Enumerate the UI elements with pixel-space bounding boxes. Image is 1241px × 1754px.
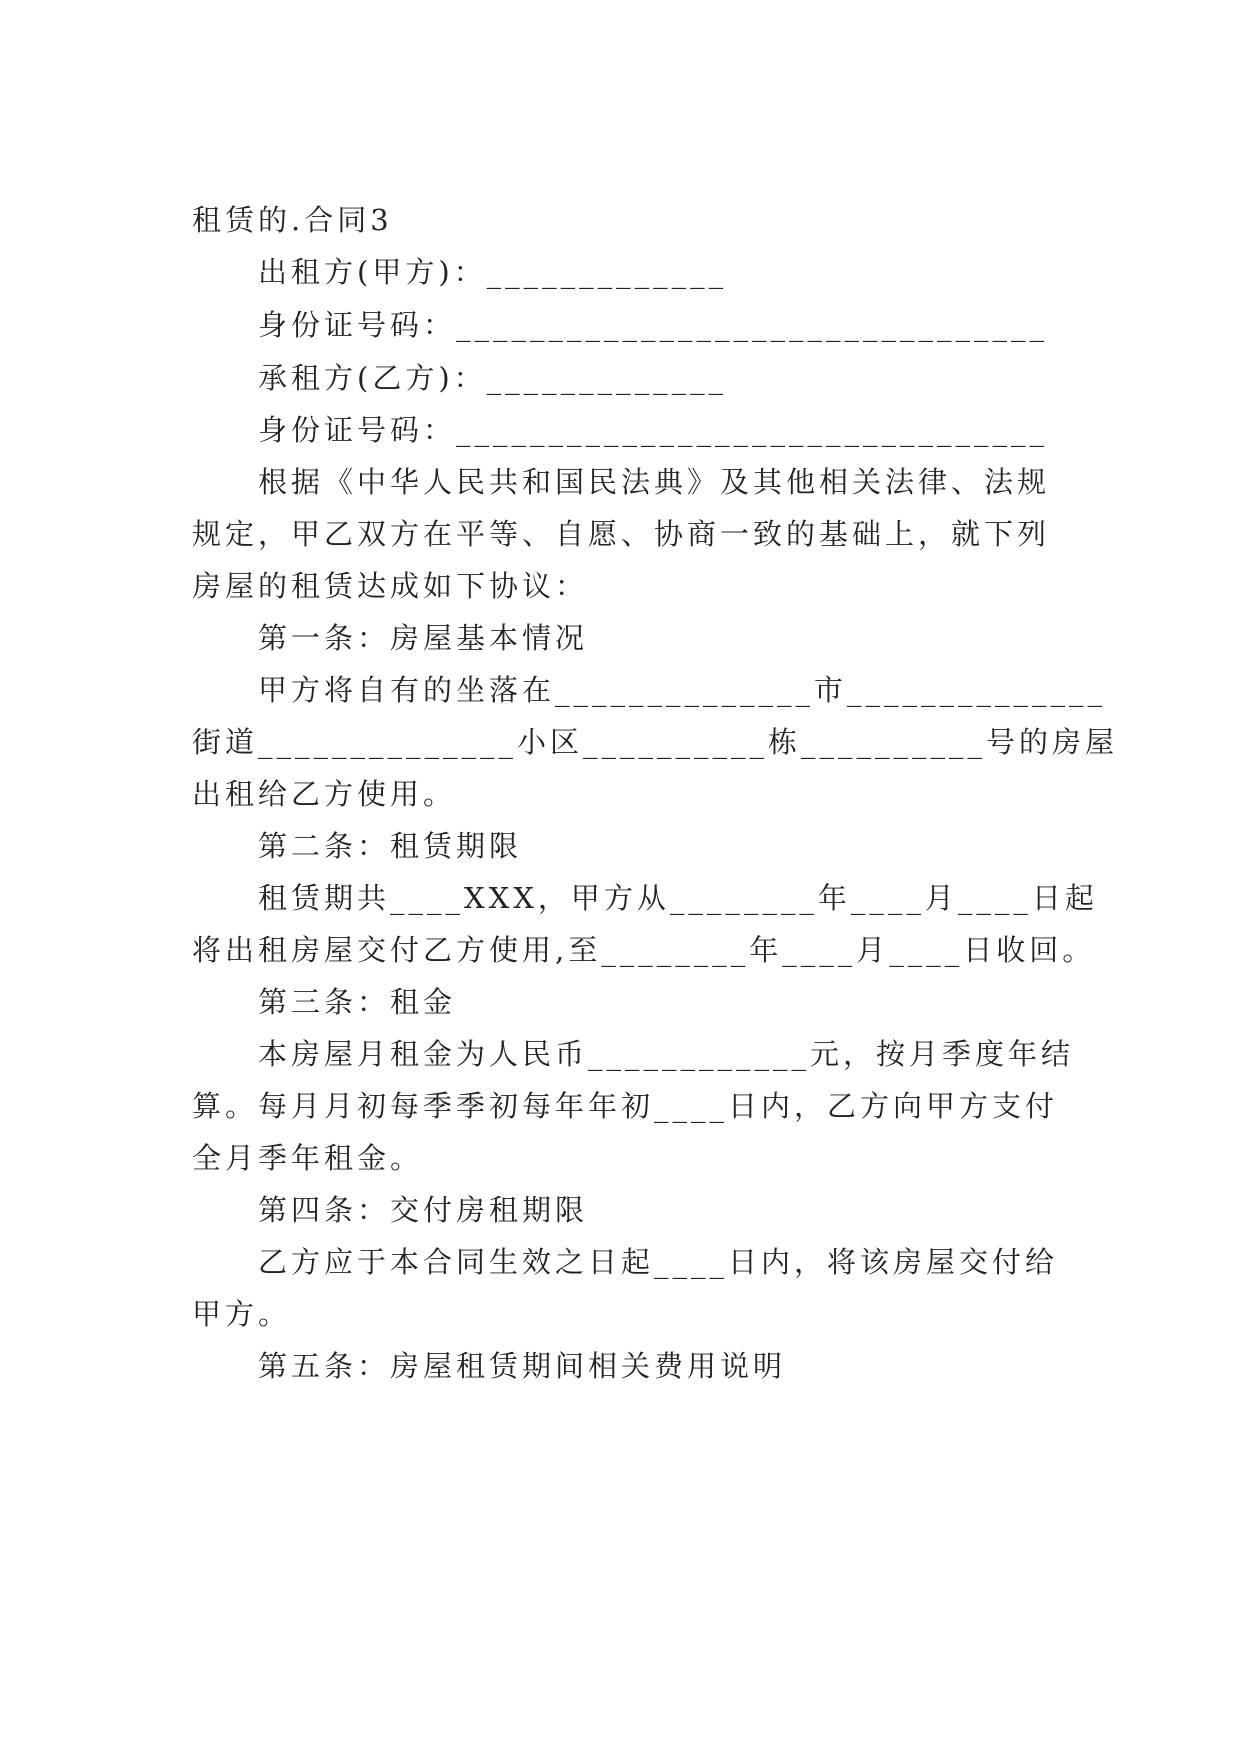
article-3-line-3: 全月季年租金。 [192,1141,424,1175]
lessee-id-line: 身份证号码：________________________________ [258,413,1049,447]
article-4-line-2: 甲方。 [192,1297,292,1331]
lessor-line: 出租方(甲方)：_____________ [258,255,728,289]
document-title: 租赁的.合同3 [192,203,393,237]
article-4-line-1: 乙方应于本合同生效之日起____日内，将该房屋交付给 [258,1245,1059,1279]
preamble-line-2: 规定，甲乙双方在平等、自愿、协商一致的基础上，就下列 [192,517,1051,551]
article-5-heading: 第五条：房屋租赁期间相关费用说明 [258,1349,787,1383]
article-3-line-1: 本房屋月租金为人民币____________元，按月季度年结 [258,1037,1075,1071]
article-1-line-1: 甲方将自有的坐落在______________市______________ [258,673,1107,707]
article-1-line-3: 出租给乙方使用。 [192,777,457,811]
lessee-line: 承租方(乙方)：_____________ [258,361,728,395]
preamble-line-1: 根据《中华人民共和国民法典》及其他相关法律、法规 [258,465,1051,499]
article-4-heading: 第四条：交付房租期限 [258,1193,589,1227]
article-2-line-1: 租赁期共____XXX，甲方从________年____月____日起 [258,881,1098,915]
article-2-heading: 第二条：租赁期限 [258,829,523,863]
lessor-id-line: 身份证号码：________________________________ [258,308,1049,342]
article-3-line-2: 算。每月月初每季季初每年年初____日内，乙方向甲方支付 [192,1089,1059,1123]
article-1-heading: 第一条：房屋基本情况 [258,621,589,655]
article-3-heading: 第三条：租金 [258,985,457,1019]
article-2-line-2: 将出租房屋交付乙方使用,至________年____月____日收回。 [192,933,1096,967]
article-1-line-2: 街道______________小区__________栋__________号的房屋 [192,725,1119,759]
preamble-line-3: 房屋的租赁达成如下协议： [192,569,589,603]
